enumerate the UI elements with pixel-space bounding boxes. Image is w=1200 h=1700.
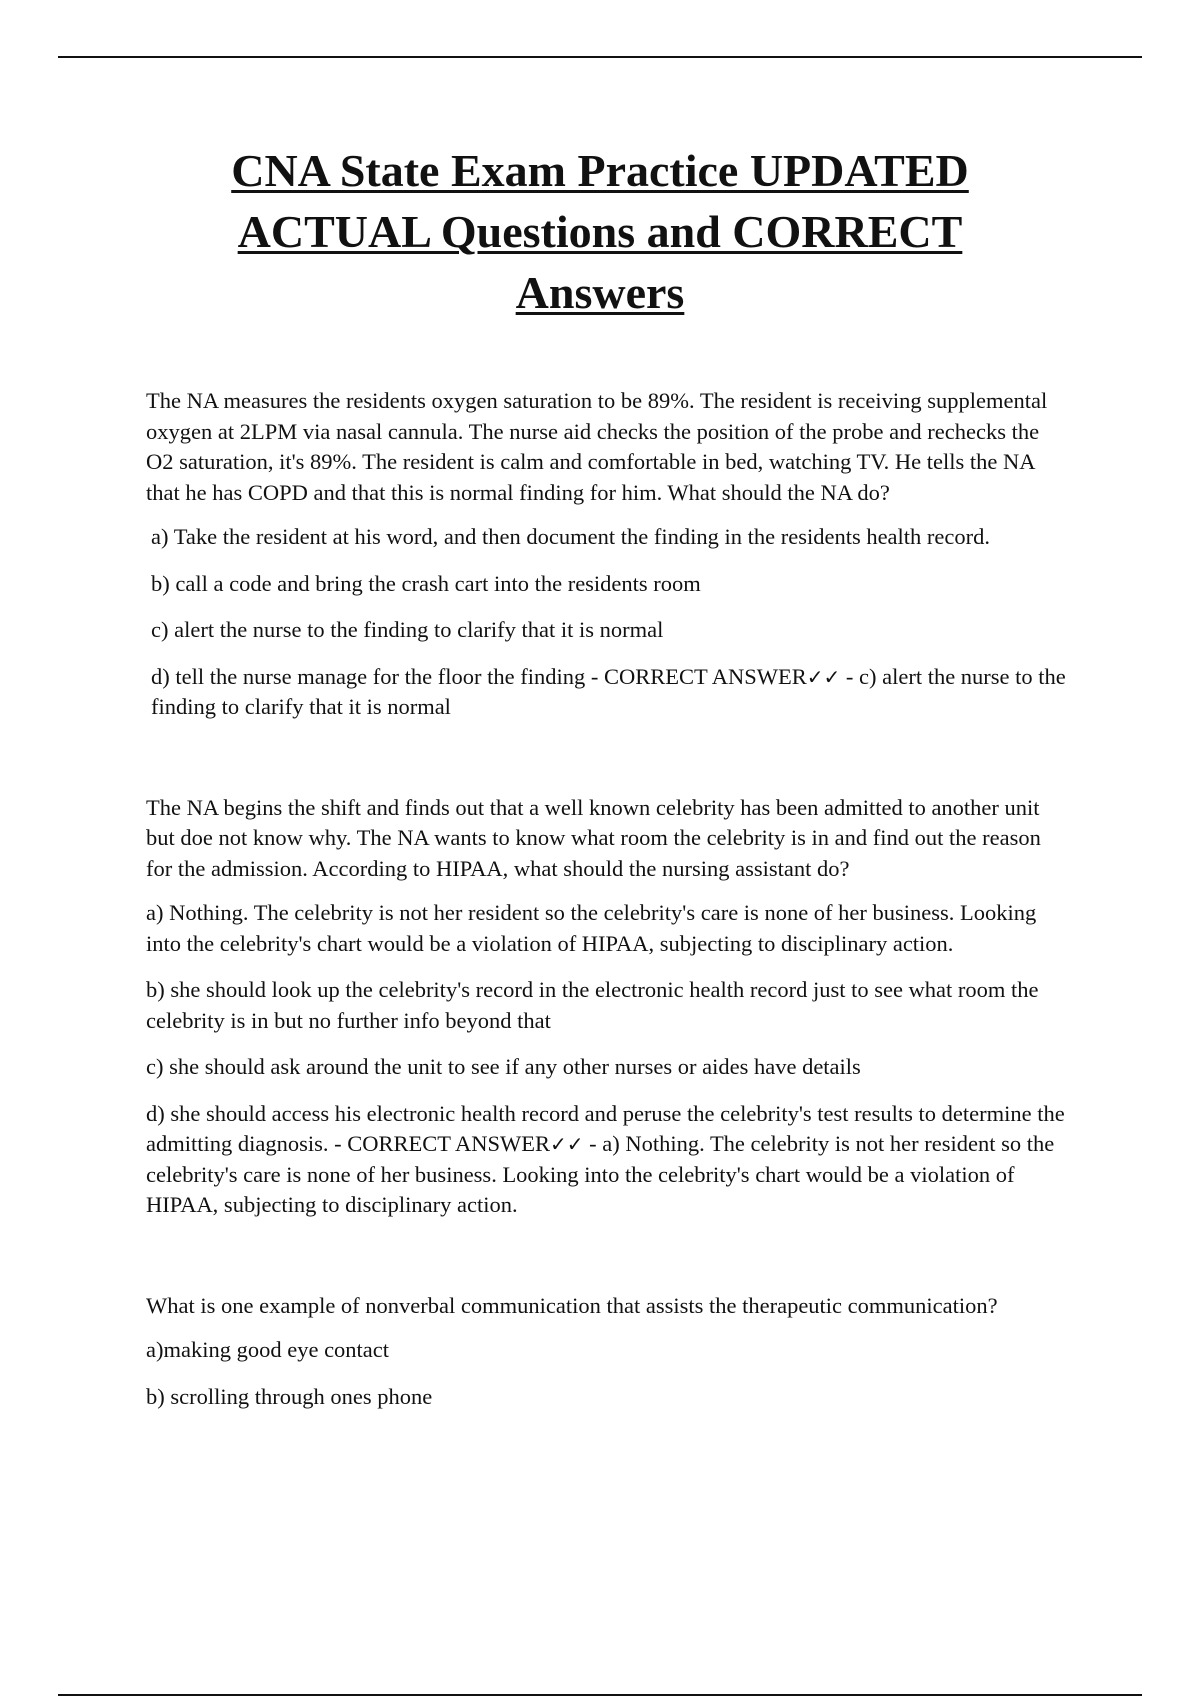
top-rule (58, 56, 1142, 58)
answer-option: b) scrolling through ones phone (146, 1383, 433, 1409)
bottom-rule (58, 1694, 1142, 1696)
document-title (150, 140, 1050, 323)
answer-option-with-answer (146, 1099, 1066, 1221)
checkmark-icon: ✓✓ (806, 664, 841, 689)
answer-option: c) alert the nurse to the finding to clarify that it is normal (151, 617, 664, 642)
document-body (146, 386, 1066, 1428)
question-prompt: What is one example of nonverbal communication that assists the therapeutic communication? (146, 1292, 998, 1318)
answer-option: a) Take the resident at his word, and then document the finding in the residents health record. (151, 524, 991, 549)
question-prompt: The NA measures the residents oxygen saturation to be 89%. The resident is receiving supplemental oxygen at 2LPM via nasal cannula. The nurse aid checks the position of the probe and rechecks the O2 saturation, it's 89%. The resident is calm and comfortable in bed, watching TV. He tells the NA that he has COPD and that this is normal finding for him. What should the NA do? (146, 388, 1048, 505)
checkmark-icon: ✓✓ (549, 1132, 584, 1156)
title-text: CNA State Exam Practice UPDATED ACTUAL Questions and CORRECT Answers (231, 145, 969, 318)
answer-option: a)making good eye contact (146, 1337, 390, 1362)
question-block (146, 386, 1066, 723)
answer-option-with-answer (146, 662, 1066, 723)
answer-option: d) tell the nurse manage for the floor the finding - CORRECT ANSWER (151, 663, 807, 689)
question-block (146, 793, 1066, 1221)
answer-option: a) Nothing. The celebrity is not her resident so the celebrity's care is none of her business. Looking into the celebrity's chart would be a violation of HIPAA, subjecting to disciplinary action. (146, 900, 1037, 956)
answer-option: c) she should ask around the unit to see if any other nurses or aides have details (146, 1054, 861, 1079)
question-block (146, 1291, 1066, 1413)
answer-option: d) she should access his electronic health record and peruse the celebrity's test results to determine the admitting diagnosis. - CORRECT ANSWER (146, 1100, 1065, 1156)
answer-option: b) call a code and bring the crash cart into the residents room (151, 570, 701, 596)
question-prompt: The NA begins the shift and finds out that a well known celebrity has been admitted to another unit but doe not know why. The NA wants to know what room the celebrity is in and find out the reason for the admission. According to HIPAA, what should the nursing assistant do? (146, 794, 1041, 881)
correct-answer: - a) Nothing. The celebrity is not her resident so the celebrity's care is none of her business. Looking into the celebrity's chart would be a violation of HIPAA, subjecting to disciplinary action. (146, 1131, 1055, 1217)
correct-answer: - c) alert the nurse to the finding to clarify that it is normal (151, 663, 1066, 719)
answer-option: b) she should look up the celebrity's record in the electronic health record just to see what room the celebrity is in but no further info beyond that (146, 977, 1039, 1033)
